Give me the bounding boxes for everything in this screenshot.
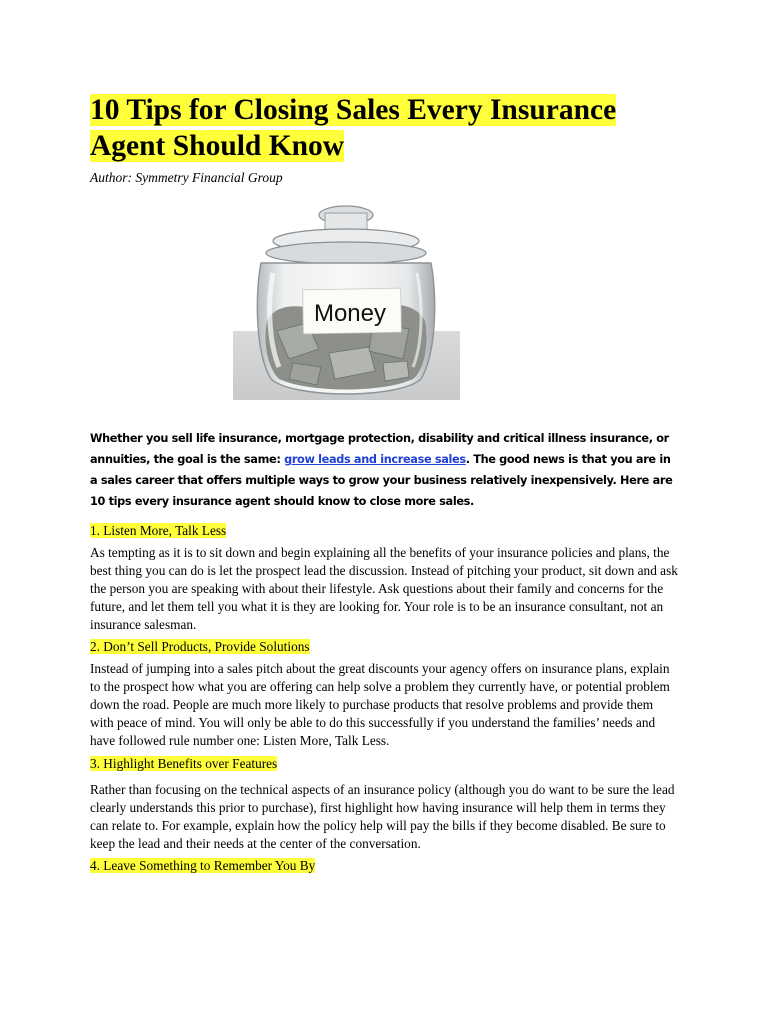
- section-heading-1-text: 1. Listen More, Talk Less: [90, 523, 227, 538]
- money-jar-photo: [233, 203, 460, 400]
- section-heading-3: [90, 755, 680, 773]
- intro-text-start: Whether you sell life insurance, mortgage protection, disability and critical illness insurance, or annuities, the goal is the same:: [90, 432, 669, 466]
- section-heading-1: [90, 522, 680, 540]
- article: [90, 92, 680, 875]
- jar-label-text: Money: [313, 300, 387, 327]
- money-jar-illustration: [233, 203, 460, 400]
- section-body-1: As tempting as it is to sit down and begin explaining all the benefits of your insurance policies and plans, the best thing you can do is let the prospect lead the discussion. Instead of pitching your product, sit down and ask the person you are speaking with about their lifestyle. Ask questions about their family and concerns for the future, and let them tell you what it is they are looking for. Your role is to be an insurance consultant, not an insurance salesman.: [90, 545, 678, 632]
- section-body-2: Instead of jumping into a sales pitch about the great discounts your agency offers on insurance plans, explain to the prospect how what you are offering can help solve a problem they currently have, or potential problem down the road. People are much more likely to purchase products that resolve problems and provide them with peace of mind. You will only be able to do this successfully if you understand the families’ needs and have followed rule number one: Listen More, Talk Less.: [90, 661, 670, 748]
- section-heading-2: [90, 638, 680, 656]
- section-heading-3-text: 3. Highlight Benefits over Features: [90, 756, 278, 771]
- intro-text-end: . The good news is that you are in a sales career that offers multiple ways to grow your business relatively inexpensively. Here are 10 tips every insurance agent should know to close more sales.: [90, 453, 673, 508]
- article-title: [90, 92, 680, 164]
- intro-paragraph: [90, 428, 680, 512]
- section-heading-4-text: 4. Leave Something to Remember You By: [90, 858, 316, 873]
- section-body-3: Rather than focusing on the technical aspects of an insurance policy (although you do want to be sure the lead clearly understands this prior to purchase), first highlight how having insurance will help them in terms they can relate to. For example, explain how the policy help will pay the bills if they become disabled. Be sure to keep the lead and their needs at the center of the conversation.: [90, 782, 675, 851]
- author-line: Author: Symmetry Financial Group: [90, 170, 283, 185]
- section-heading-2-text: 2. Don’t Sell Products, Provide Solutions: [90, 639, 310, 654]
- title-text: 10 Tips for Closing Sales Every Insurance Agent Should Know: [90, 94, 617, 162]
- section-heading-4: [90, 857, 680, 875]
- grow-leads-link[interactable]: grow leads and increase sales: [284, 453, 466, 466]
